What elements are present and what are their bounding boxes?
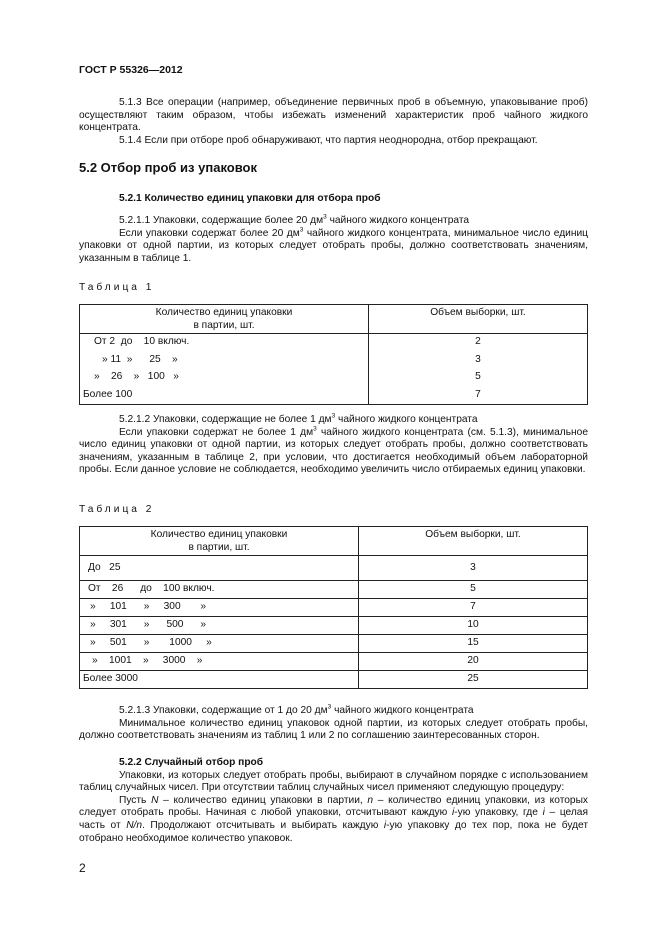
section-5-2-1-2: [79, 414, 588, 477]
table-row: » 11 » 25 » 3: [80, 352, 588, 370]
table-2-header-quantity: Количество единиц упаковки в партии, шт.: [80, 527, 359, 556]
table-1-caption-block: [79, 282, 588, 295]
heading-5-2-block: [79, 160, 588, 176]
heading-5-2: 5.2 Отбор проб из упаковок: [79, 160, 257, 175]
page-number: 2: [79, 861, 86, 875]
table-2-header-sample: Объем выборки, шт.: [359, 527, 588, 556]
table-1-header-quantity: Количество единиц упаковки в партии, шт.: [80, 305, 369, 334]
table-row: Более 3000 25: [80, 671, 588, 689]
table-row: » 301 » 500 » 10: [80, 617, 588, 635]
paragraph-5-2-2-procedure: Пусть N – количество единиц упаковки в партии, n – количество единиц упаковки, из которых следует отобрать пробы. Начиная с любой упаковки, отсчитывают каждую i-ую упаковку, где i – целая часть от N/n. Продолжают отсчитывать и выбирать каждую i-ую упаковку до тех пор, пока не будет отобрано необходимое количество упаковок.: [79, 794, 589, 844]
heading-5-2-1: 5.2.1 Количество единиц упаковки для отбора проб: [119, 193, 381, 204]
paragraph-5-1-4: 5.1.4 Если при отборе проб обнаруживают, что партия неоднородна, отбор прекращают.: [119, 134, 538, 146]
paragraph-5-2-1-2: Если упаковки содержат не более 1 $дм^3$ чайного жидкого концентрата (см. 5.1.3), минимальное число единиц упаковки от одной партии, из которых следует отобрать пробы, должно соответствовать значениям, указанным в таблице 2, при условии, что достигается необходимый объем лабораторной пробы. Если данное условие не соблюдается, необходимо увеличить число отбираемых единиц упаковки.: [79, 425, 588, 476]
heading-5-2-2: 5.2.2 Случайный отбор проб: [119, 757, 264, 768]
paragraph-5-2-1-1: Если упаковки содержат более 20 $дм^3$ чайного жидкого концентрата, минимальное число единиц упаковки от одной партии, из которых следует отобрать пробы, должно соответствовать значениям, указанным в таблице 1.: [79, 226, 588, 264]
document-header: ГОСТ Р 55326—2012: [79, 64, 183, 76]
section-5-2-2: [79, 757, 588, 845]
paragraph-5-2-1-3: Минимальное количество единиц упаковок одной партии, из которых следует отобрать пробы, должно соответствовать значениям из таблиц 1 или 2 по соглашению заинтересованных сторон.: [79, 717, 588, 742]
table-row: Более 100 7: [80, 387, 588, 405]
table-1-block: [79, 304, 588, 405]
subheading-5-2-1-2: 5.2.1.2 Упаковки, содержащие не более 1 $дм^3$ чайного жидкого концентрата: [119, 412, 478, 425]
table-2: [79, 526, 588, 689]
table-1-header-sample: Объем выборки, шт.: [369, 305, 588, 334]
table-1: [79, 304, 588, 405]
table-row: От 2 до 10 включ. 2: [80, 334, 588, 352]
table-1-caption: Таблица 1: [79, 282, 155, 293]
section-5-2-1-1: [79, 215, 588, 265]
subheading-5-2-1-1: 5.2.1.1 Упаковки, содержащие более 20 $дм^3$ чайного жидкого концентрата: [119, 213, 470, 226]
table-row: » 101 » 300 » 7: [80, 599, 588, 617]
section-5-2-1-3: [79, 705, 588, 743]
table-row: » 1001 » 3000 » 20: [80, 653, 588, 671]
table-row: » 501 » 1000 » 15: [80, 635, 588, 653]
table-row: От 26 до 100 включ. 5: [80, 581, 588, 599]
table-2-block: [79, 526, 588, 689]
table-2-caption-block: [79, 504, 588, 517]
table-2-caption: Таблица 2: [79, 504, 155, 515]
subheading-5-2-1-3: 5.2.1.3 Упаковки, содержащие от 1 до 20 $дм^3$ чайного жидкого концентрата: [119, 703, 474, 716]
section-5-1-3: [79, 97, 588, 147]
heading-5-2-1-block: [79, 193, 588, 206]
paragraph-5-2-2-intro: Упаковки, из которых следует отобрать пробы, выбирают в случайном порядке с использованием таблиц случайных чисел. При отсутствии таблиц случайных чисел применяют следующую процедуру:: [79, 769, 588, 794]
table-row: » 26 » 100 » 5: [80, 369, 588, 387]
table-row: До 25 3: [80, 556, 588, 581]
paragraph-5-1-3: 5.1.3 Все операции (например, объединение первичных проб в объемную, упаковывание проб) осуществляют таким образом, чтобы избежать изменений характеристик проб чайного жидкого концентрата.: [79, 97, 588, 134]
